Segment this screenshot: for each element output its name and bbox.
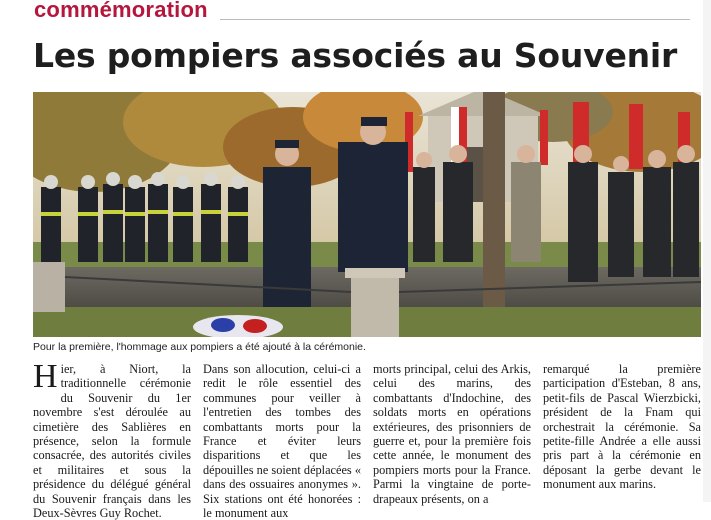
ceremony-photo <box>33 92 701 337</box>
article-column-2: Dans son allocution, celui-ci a redit le rôle essentiel des communes pour veiller à l'entretien des tombes des combattants morts pour la France et éviter leurs disparitions et que les dépouilles ne soient déplacées « dans des ossuaires anonymes ». Six stations ont été honorées : le monument aux <box>203 362 361 520</box>
photo-caption: Pour la première, l'hommage aux pompiers a été ajouté à la cérémonie. <box>33 341 366 353</box>
article-column-1 <box>33 358 191 520</box>
page-edge <box>703 0 711 502</box>
article-column-3: morts principal, celui des Arkis, celui des marins, des combattants d'Indochine, des soldats morts en opérations extérieures, des prisonniers de guerre et, pour la première fois cette année, le monument des pompiers morts pour la France. Parmi la vingtaine de porte-drapeaux présents, on a <box>373 362 531 506</box>
article-headline: Les pompiers associés au Souvenir <box>33 36 678 75</box>
header-rule <box>220 19 690 20</box>
drop-cap: H <box>33 358 58 395</box>
article-column-4: remarqué la première participation d'Esteban, 8 ans, petit-fils de Pascal Wierzbicki, président de la Fnam qui orchestrait la cérémonie. Sa petite-fille Andrée a elle aussi pris part à la cérémonie en déposant la gerbe devant le monument aux marins. <box>543 362 701 492</box>
section-kicker: commémoration <box>34 0 208 22</box>
article-column-1-text: ier, à Niort, la traditionnelle cérémonie du Souvenir du 1er novembre s'est déroulée au cimetière des Sablières en présence, selon la formule consacrée, des autorités civiles et militaires et sous la présidence du délégué général du Souvenir français dans les Deux-Sèvres Guy Rochet. <box>33 362 191 520</box>
